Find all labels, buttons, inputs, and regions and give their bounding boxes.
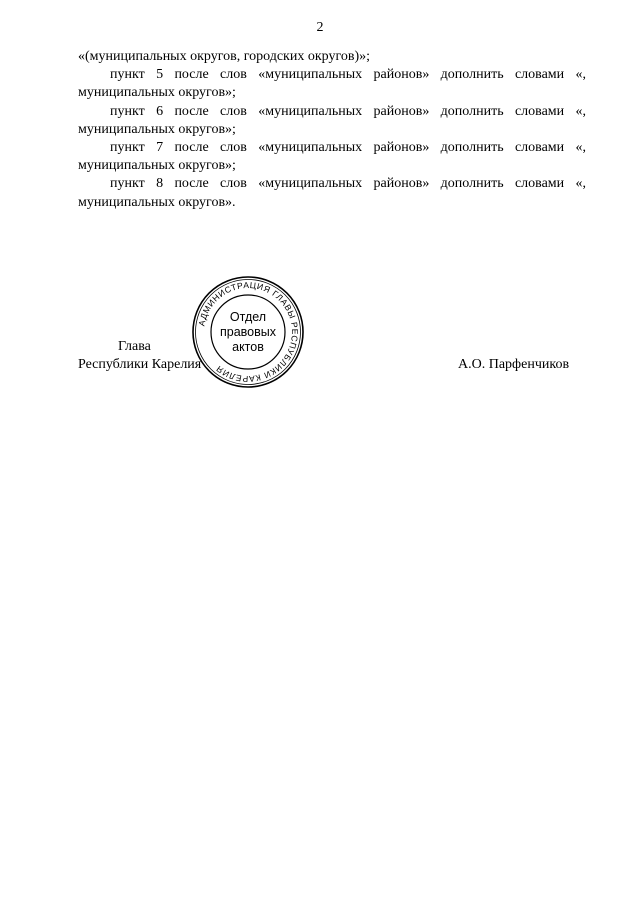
paragraph: пункт 7 после слов «муниципальных районов» дополнить словами «, муниципальных округов»; xyxy=(78,140,586,174)
paragraph: пункт 6 после слов «муниципальных районов» дополнить словами «, муниципальных округов»; xyxy=(78,103,586,137)
stamp-graphic xyxy=(191,275,305,389)
stamp-center-line: правовых xyxy=(220,325,276,339)
signature-name: А.О. Парфенчиков xyxy=(458,357,570,372)
paragraph: пункт 5 после слов «муниципальных районов» дополнить словами «, муниципальных округов»; xyxy=(78,67,586,101)
stamp-center-line: Отдел xyxy=(229,310,267,324)
page-number: 2 xyxy=(316,20,324,35)
official-stamp xyxy=(191,275,305,389)
stamp-ring-text: АДМИНИСТРАЦИЯ ГЛАВЫ РЕСПУБЛИКИ КАРЕЛИЯ xyxy=(196,279,301,385)
paragraph: пункт 8 после слов «муниципальных районов» дополнить словами «, муниципальных округов». xyxy=(78,176,586,210)
body-text xyxy=(78,48,586,212)
paragraph: «(муниципальных округов, городских округов)»; xyxy=(78,49,371,64)
signature-title-line2: Республики Карелия xyxy=(78,357,202,372)
stamp-center-line: актов xyxy=(232,340,264,354)
signature-title-line1: Глава xyxy=(118,339,151,354)
